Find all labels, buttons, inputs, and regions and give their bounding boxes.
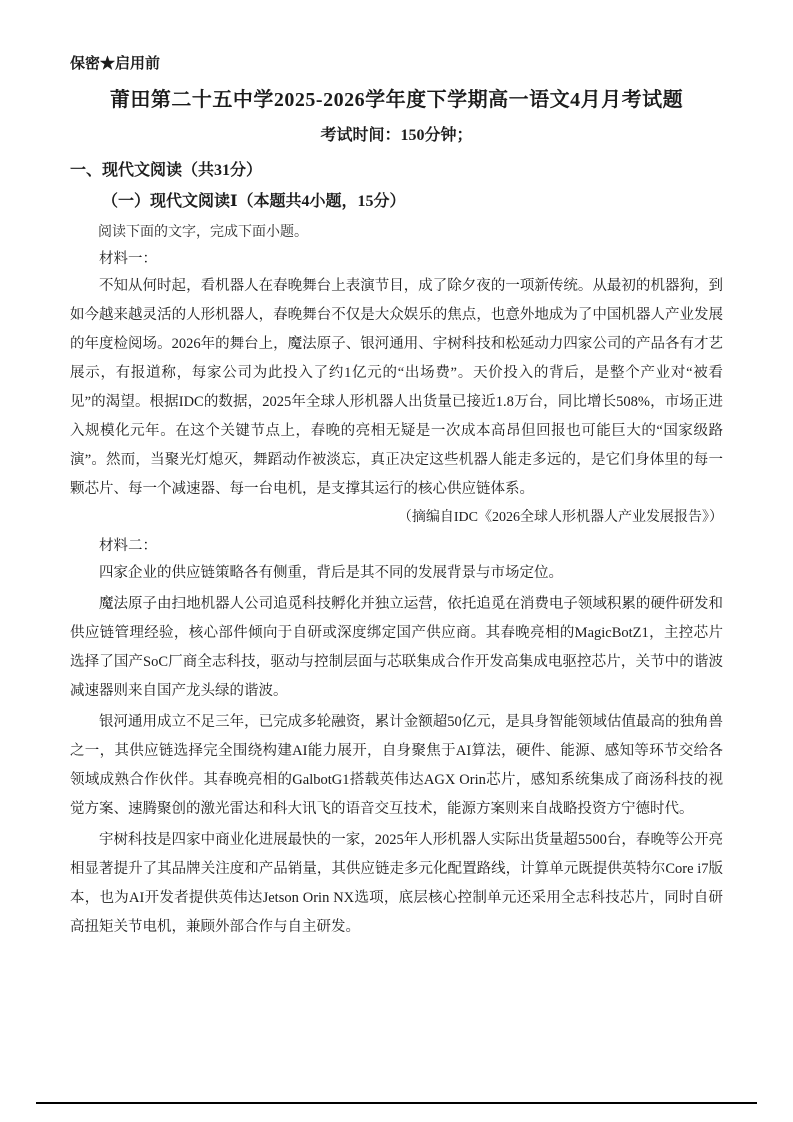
page-title: 莆田第二十五中学2025-2026学年度下学期高一语文4月月考试题 [109,89,684,111]
material-two-paragraph-mofayuanzi: 魔法原子由扫地机器人公司追觅科技孵化并独立运营，依托追觅在消费电子领域积累的硬件研发和供应链管理经验，核心部件倾向于自研或深度绑定国产供应商。其春晚亮相的MagicBotZ1，主控芯片选择了国产SoC厂商全志科技，驱动与控制层面与芯联集成合作开发高集成电驱控芯片，关节中的谐波减速器则来自国产龙头绿的谐波。 [70,596,723,699]
material-two-paragraph-yushukeji: 宇树科技是四家中商业化进展最快的一家，2025年人形机器人实际出货量超5500台，春晚等公开亮相显著提升了其品牌关注度和产品销量，其供应链走多元化配置路线，计算单元既提供英特尔Core i7版本，也为AI开发者提供英伟达Jetson Orin NX选项，底层核心控制单元还采用全志科技芯片，同时自研高扭矩关节电机，兼顾外部合作与自主研发。 [70,832,723,935]
material-two-paragraph-intro: 四家企业的供应链策略各有侧重，背后是其不同的发展背景与市场定位。 [99,565,563,581]
material-one-source: （摘编自IDC《2026全球人形机器人产业发展报告》） [397,510,723,525]
material-one-label: 材料一： [99,251,157,267]
material-two-paragraph-yinhetongyong: 银河通用成立不足三年，已完成多轮融资，累计金额超50亿元，是具身智能领域估值最高的独角兽之一，其供应链选择完全围绕构建AI能力展开，自身聚焦于AI算法，硬件、能源、感知等环节交给各领域成熟合作伙伴。其春晚亮相的GalbotG1搭载英伟达AGX Orin芯片，感知系统集成了商汤科技的视觉方案、速腾聚创的激光雷达和科大讯飞的语音交互技术，能源方案则来自战略投资方宁德时代。 [70,714,723,817]
material-one-body: 不知从何时起，看机器人在春晚舞台上表演节目，成了除夕夜的一项新传统。从最初的机器狗，到如今越来越灵活的人形机器人，春晚舞台不仅是大众娱乐的焦点，也意外地成为了中国机器人产业发展的年度检阅场。2026年的舞台上，魔法原子、银河通用、宇树科技和松延动力四家公司的产品各有才艺展示，有报道称，每家公司为此投入了约1亿元的“出场费”。天价投入的背后，是整个产业对“被看见”的渴望。根据IDC的数据，2025年全球人形机器人出货量已接近1.8万台，同比增长508%，市场正进入规模化元年。在这个关键节点上，春晚的亮相无疑是一次成本高昂但回报也可能巨大的“国家级路演”。然而，当聚光灯熄灭，舞蹈动作被淡忘，真正决定这些机器人能走多远的，是它们身体里的每一颗芯片、每一个减速器、每一台电机，是支撑其运行的核心供应链体系。 [70,278,723,497]
exam-time: 考试时间：150分钟； [320,127,473,144]
section-one-heading: 一、现代文阅读（共31分） [70,162,263,179]
page-bottom-divider [36,1102,757,1104]
reading-instruction: 阅读下面的文字，完成下面小题。 [98,225,308,240]
material-two-label: 材料二： [99,538,157,554]
security-notice: 保密★启用前 [70,56,161,72]
subsection-one-heading: （一）现代文阅读Ⅰ（本题共4小题，15分） [102,193,406,210]
